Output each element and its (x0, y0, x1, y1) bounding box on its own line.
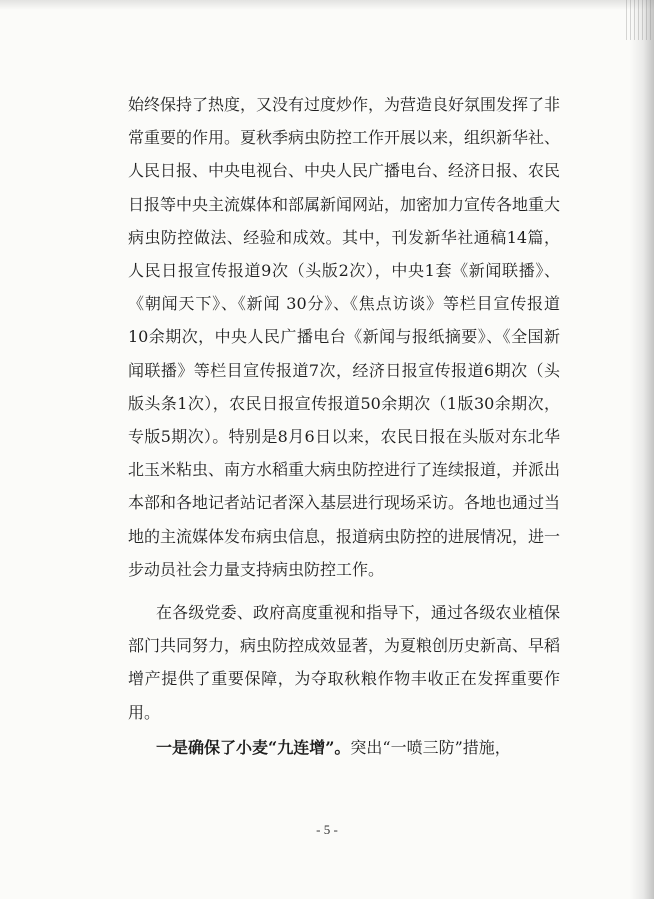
paragraph-lead-text: 突出“一喷三防”措施， (350, 737, 511, 757)
paragraph-lead-heading: 一是确保了小麦“九连增”。 (156, 737, 351, 757)
document-body (128, 88, 560, 764)
scan-corner-marks (626, 0, 654, 40)
paragraph-wheat-increase (128, 731, 560, 764)
page-number: - 5 - (316, 822, 338, 837)
scan-edge-right (630, 0, 654, 899)
paragraph-prevention-results: 在各级党委、政府高度重视和指导下，通过各级农业植保部门共同努力，病虫防控成效显著，为夏粮创历史新高、早稻增产提供了重要保障，为夺取秋粮作物丰收正在发挥重要作用。 (128, 603, 561, 722)
scan-edge-top (0, 0, 654, 10)
paragraph-media-coverage: 始终保持了热度，又没有过度炒作，为营造良好氛围发挥了非常重要的作用。夏秋季病虫防控工作开展以来，组织新华社、人民日报、中央电视台、中央人民广播电台、经济日报、农民日报等中央主流媒体和部属新闻网站，加密加力宣传各地重大病虫防控做法、经验和成效。其中，刊发新华社通稿14篇，人民日报宣传报道9次（头版2次），中央1套《新闻联播》、《朝闻天下》、《新闻 30分》、《焦点访谈》等栏目宣传报道 10余期次，中央人民广播电台《新闻与报纸摘要》、《全国新闻联播》等栏目宣传报道7次，经济日报宣传报道6期次（头版头条1次），农民日报宣传报道50余期次（1版30余期次，专版5期次）。特别是8月6日以来，农民日报在头版对东北华北玉米粘虫、南方水稻重大病虫防控进行了连续报道，并派出本部和各地记者站记者深入基层进行现场采访。各地也通过当地的主流媒体发布病虫信息，报道病虫防控的进展情况，进一步动员社会力量支持病虫防控工作。 (128, 95, 561, 579)
